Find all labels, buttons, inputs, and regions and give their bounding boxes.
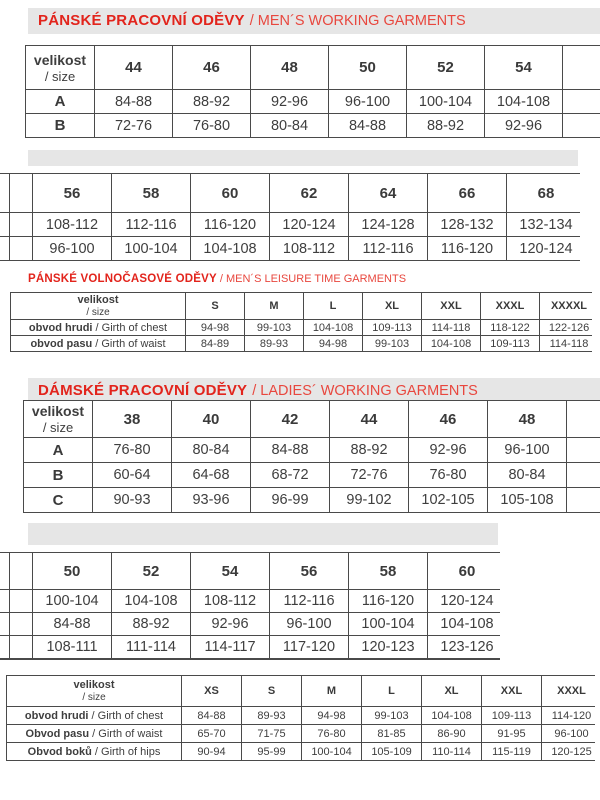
row-label-cell: B: [26, 114, 95, 138]
size-value-cell: 99-103: [245, 320, 304, 336]
table-header-row: [24, 401, 600, 438]
size-header-cell: XXXL: [542, 676, 596, 707]
cut-column-cell: [0, 553, 10, 590]
table-data-row: [0, 613, 500, 636]
size-value-cell: 76-80: [409, 463, 488, 488]
cut-column-cell: [0, 636, 10, 660]
size-header-cell: 44: [330, 401, 409, 438]
size-corner-cell: [11, 293, 186, 320]
size-value-cell: 89-93: [245, 336, 304, 352]
size-value-cell: 109-113: [481, 336, 540, 352]
ladies-working-table-wrapper-2: [0, 552, 500, 660]
size-value-cell: 94-98: [186, 320, 245, 336]
size-value-cell: 112-116: [349, 237, 428, 261]
table-data-row: [24, 488, 600, 513]
size-header-cell: M: [302, 676, 362, 707]
size-header-cell: 54: [191, 553, 270, 590]
size-value-cell: 84-89: [186, 336, 245, 352]
size-header-cell: S: [242, 676, 302, 707]
size-value-cell: 109-113: [482, 707, 542, 725]
size-value-cell: 122-126: [540, 320, 593, 336]
ladies-measurements-table-wrapper: [6, 675, 595, 761]
size-value-cell: 84-88: [329, 114, 407, 138]
size-value-cell: 88-92: [330, 438, 409, 463]
section-title-english: / LADIES´ WORKING GARMENTS: [252, 383, 478, 399]
size-value-cell: 116-120: [191, 213, 270, 237]
size-value-cell: 76-80: [302, 725, 362, 743]
size-header-cell: 52: [112, 553, 191, 590]
size-header-cell: 58: [112, 174, 191, 213]
size-value-cell: 86-90: [422, 725, 482, 743]
size-header-cell: XL: [422, 676, 482, 707]
row-label-english: / Girth of waist: [92, 337, 166, 350]
size-header-cell: 38: [93, 401, 172, 438]
row-label-czech: obvod hrudi: [28, 321, 93, 334]
size-value-cell: 105-109: [362, 743, 422, 761]
row-label-english: / Girth of chest: [88, 709, 164, 722]
size-value-cell: 99-103: [363, 336, 422, 352]
size-corner-cell: [26, 46, 95, 90]
size-value-cell: 116-120: [428, 237, 507, 261]
section-title-mens-leisure: [28, 270, 406, 285]
size-header-cell: 64: [349, 174, 428, 213]
size-value-cell: 124-128: [349, 213, 428, 237]
table-data-row: [11, 320, 593, 336]
size-header-cell: 58: [349, 553, 428, 590]
size-value-cell: 104-108: [112, 590, 191, 613]
size-header-cell: S: [186, 293, 245, 320]
size-value-cell: 68-72: [251, 463, 330, 488]
size-value-cell: 90-93: [93, 488, 172, 513]
row-label-czech: Obvod pasu: [25, 727, 90, 740]
size-value-cell: 104-108: [485, 90, 563, 114]
size-value-cell: 94-98: [302, 707, 362, 725]
size-value-cell: 99-102: [330, 488, 409, 513]
size-corner-cell: [7, 676, 182, 707]
section-title-english: / MEN´S LEISURE TIME GARMENTS: [219, 273, 407, 285]
section-title-czech: PÁNSKÉ PRACOVNÍ ODĚVY: [38, 12, 245, 29]
size-value-cell: 100-104: [33, 590, 112, 613]
size-header-cell: 46: [409, 401, 488, 438]
sliver-column-cell: [10, 590, 33, 613]
table-data-row: [0, 213, 580, 237]
size-value-cell: 128-132: [428, 213, 507, 237]
size-header-cell: 48: [488, 401, 567, 438]
size-value-cell: 80-84: [488, 463, 567, 488]
size-header-cell: 46: [173, 46, 251, 90]
table-data-row: [26, 90, 600, 114]
size-header-cell: 60: [428, 553, 501, 590]
cut-column-cell: [0, 213, 10, 237]
corner-label-english: / size: [42, 420, 74, 435]
row-label-cell: A: [26, 90, 95, 114]
size-value-cell: 96-100: [329, 90, 407, 114]
mens-working-table-wrapper-1: [25, 45, 600, 138]
size-value-cell: 116-120: [349, 590, 428, 613]
size-value-cell: 99-103: [362, 707, 422, 725]
size-value-cell: 80-84: [251, 114, 329, 138]
sliver-column-cell: [10, 553, 33, 590]
mens-leisure-table-wrapper: [10, 292, 592, 352]
ladies-working-sizes-table-1: [23, 400, 600, 513]
size-value-cell: 132-134: [507, 213, 581, 237]
size-value-cell: 76-80: [93, 438, 172, 463]
size-header-cell: 60: [191, 174, 270, 213]
size-value-cell: 89-93: [242, 707, 302, 725]
mens-working-sizes-table-1: [25, 45, 600, 138]
size-header-cell: 56: [33, 174, 112, 213]
size-value-cell: 81-85: [362, 725, 422, 743]
cut-column-cell: [567, 488, 600, 513]
row-label-cell: [7, 725, 182, 743]
table-data-row: [24, 438, 600, 463]
size-value-cell: 92-96: [485, 114, 563, 138]
size-value-cell: 104-108: [428, 613, 501, 636]
size-value-cell: 92-96: [191, 613, 270, 636]
size-value-cell: 114-117: [191, 636, 270, 660]
size-value-cell: 72-76: [330, 463, 409, 488]
size-value-cell: 100-104: [407, 90, 485, 114]
size-value-cell: 84-88: [251, 438, 330, 463]
corner-label-czech: velikost: [31, 403, 85, 419]
size-value-cell: 112-116: [270, 590, 349, 613]
corner-label-english: / size: [82, 691, 106, 703]
gray-divider-bar: [28, 150, 578, 166]
size-value-cell: 120-125: [542, 743, 596, 761]
table-data-row: [7, 743, 596, 761]
size-value-cell: 114-118: [422, 320, 481, 336]
mens-leisure-sizes-table: [10, 292, 592, 352]
size-value-cell: 84-88: [95, 90, 173, 114]
size-header-cell: XXXL: [481, 293, 540, 320]
section-title-czech: PÁNSKÉ VOLNOČASOVÉ ODĚVY: [28, 273, 217, 285]
row-label-cell: [11, 320, 186, 336]
size-header-cell: XXXXL: [540, 293, 593, 320]
size-value-cell: 108-112: [270, 237, 349, 261]
size-header-cell: 56: [270, 553, 349, 590]
row-label-cell: [7, 743, 182, 761]
size-value-cell: 123-126: [428, 636, 501, 660]
ladies-measurements-table: [6, 675, 595, 761]
size-value-cell: 110-114: [422, 743, 482, 761]
row-label-cell: [11, 336, 186, 352]
size-header-cell: 54: [485, 46, 563, 90]
row-label-english: / Girth of chest: [92, 321, 168, 334]
size-value-cell: 92-96: [251, 90, 329, 114]
table-header-row: [26, 46, 600, 90]
size-value-cell: 80-84: [172, 438, 251, 463]
size-value-cell: 60-64: [93, 463, 172, 488]
cut-column-cell: [0, 174, 10, 213]
row-label-english: / Girth of waist: [89, 727, 163, 740]
size-value-cell: 104-108: [304, 320, 363, 336]
cut-column-cell: [567, 401, 600, 438]
ladies-working-sizes-table-2: [0, 552, 500, 660]
table-data-row: [7, 725, 596, 743]
section-title-czech: DÁMSKÉ PRACOVNÍ ODĚVY: [38, 382, 248, 399]
row-label-czech: obvod hrudi: [24, 709, 89, 722]
table-header-row: [7, 676, 596, 707]
size-value-cell: 100-104: [302, 743, 362, 761]
size-value-cell: 88-92: [112, 613, 191, 636]
size-header-cell: 50: [33, 553, 112, 590]
row-label-cell: C: [24, 488, 93, 513]
table-header-row: [0, 553, 500, 590]
row-label-czech: obvod pasu: [30, 337, 93, 350]
sliver-column-cell: [10, 174, 33, 213]
corner-label-english: / size: [86, 306, 110, 318]
ladies-working-table-wrapper-1: [23, 400, 600, 513]
table-data-row: [0, 237, 580, 261]
row-label-czech: Obvod boků: [27, 745, 92, 758]
size-value-cell: 88-92: [407, 114, 485, 138]
sliver-column-cell: [10, 613, 33, 636]
size-value-cell: 93-96: [172, 488, 251, 513]
size-corner-cell: [24, 401, 93, 438]
cut-column-cell: [0, 613, 10, 636]
cut-column-cell: [567, 438, 600, 463]
size-header-cell: 44: [95, 46, 173, 90]
size-value-cell: 65-70: [182, 725, 242, 743]
size-value-cell: 90-94: [182, 743, 242, 761]
size-value-cell: 72-76: [95, 114, 173, 138]
size-value-cell: 100-104: [112, 237, 191, 261]
size-header-cell: 50: [329, 46, 407, 90]
size-header-cell: 62: [270, 174, 349, 213]
size-value-cell: 108-112: [33, 213, 112, 237]
cut-column-cell: [0, 237, 10, 261]
size-value-cell: 91-95: [482, 725, 542, 743]
size-value-cell: 114-118: [540, 336, 593, 352]
gray-divider-bar: [28, 523, 498, 545]
size-value-cell: 96-100: [33, 237, 112, 261]
size-value-cell: 100-104: [349, 613, 428, 636]
row-label-english: / Girth of hips: [91, 745, 161, 758]
size-value-cell: 112-116: [112, 213, 191, 237]
size-value-cell: 104-108: [191, 237, 270, 261]
size-value-cell: 115-119: [482, 743, 542, 761]
corner-label-czech: velikost: [73, 678, 115, 691]
cut-column-cell: [563, 114, 600, 138]
sliver-column-cell: [10, 213, 33, 237]
size-value-cell: 111-114: [112, 636, 191, 660]
size-header-cell: 48: [251, 46, 329, 90]
size-value-cell: 95-99: [242, 743, 302, 761]
size-header-cell: L: [362, 676, 422, 707]
sliver-column-cell: [10, 636, 33, 660]
corner-label-czech: velikost: [77, 293, 119, 306]
size-value-cell: 76-80: [173, 114, 251, 138]
cut-column-cell: [563, 46, 600, 90]
size-value-cell: 92-96: [409, 438, 488, 463]
size-header-cell: XS: [182, 676, 242, 707]
size-value-cell: 88-92: [173, 90, 251, 114]
mens-working-sizes-table-2: [0, 173, 580, 261]
row-label-cell: B: [24, 463, 93, 488]
cut-column-cell: [563, 90, 600, 114]
mens-working-table-wrapper-2: [0, 173, 580, 261]
size-value-cell: 94-98: [304, 336, 363, 352]
corner-label-english: / size: [44, 68, 76, 84]
section-title-mens-working: [28, 8, 600, 34]
table-data-row: [0, 590, 500, 613]
corner-label-czech: velikost: [33, 51, 87, 68]
size-value-cell: 96-100: [270, 613, 349, 636]
size-value-cell: 117-120: [270, 636, 349, 660]
size-value-cell: 120-123: [349, 636, 428, 660]
size-header-cell: 68: [507, 174, 581, 213]
table-data-row: [26, 114, 600, 138]
size-header-cell: 66: [428, 174, 507, 213]
size-header-cell: L: [304, 293, 363, 320]
size-value-cell: 64-68: [172, 463, 251, 488]
row-label-cell: [7, 707, 182, 725]
table-header-row: [0, 174, 580, 213]
table-data-row: [11, 336, 593, 352]
size-header-cell: XXL: [482, 676, 542, 707]
size-value-cell: 71-75: [242, 725, 302, 743]
size-value-cell: 108-111: [33, 636, 112, 660]
size-value-cell: 96-100: [542, 725, 596, 743]
size-header-cell: 52: [407, 46, 485, 90]
size-header-cell: 40: [172, 401, 251, 438]
section-title-english: / MEN´S WORKING GARMENTS: [249, 13, 466, 29]
size-header-cell: 42: [251, 401, 330, 438]
size-header-cell: M: [245, 293, 304, 320]
sliver-column-cell: [10, 237, 33, 261]
size-value-cell: 109-113: [363, 320, 422, 336]
size-value-cell: 102-105: [409, 488, 488, 513]
size-value-cell: 108-112: [191, 590, 270, 613]
row-label-cell: A: [24, 438, 93, 463]
size-value-cell: 120-124: [270, 213, 349, 237]
size-value-cell: 120-124: [507, 237, 581, 261]
size-value-cell: 84-88: [33, 613, 112, 636]
size-value-cell: 105-108: [488, 488, 567, 513]
table-header-row: [11, 293, 593, 320]
table-data-row: [0, 636, 500, 660]
size-value-cell: 96-100: [488, 438, 567, 463]
size-header-cell: XXL: [422, 293, 481, 320]
size-header-cell: XL: [363, 293, 422, 320]
cut-column-cell: [0, 590, 10, 613]
size-value-cell: 120-124: [428, 590, 501, 613]
cut-column-cell: [567, 463, 600, 488]
table-data-row: [24, 463, 600, 488]
size-value-cell: 104-108: [422, 707, 482, 725]
size-value-cell: 114-120: [542, 707, 596, 725]
size-value-cell: 118-122: [481, 320, 540, 336]
size-value-cell: 96-99: [251, 488, 330, 513]
table-data-row: [7, 707, 596, 725]
size-value-cell: 84-88: [182, 707, 242, 725]
size-value-cell: 104-108: [422, 336, 481, 352]
